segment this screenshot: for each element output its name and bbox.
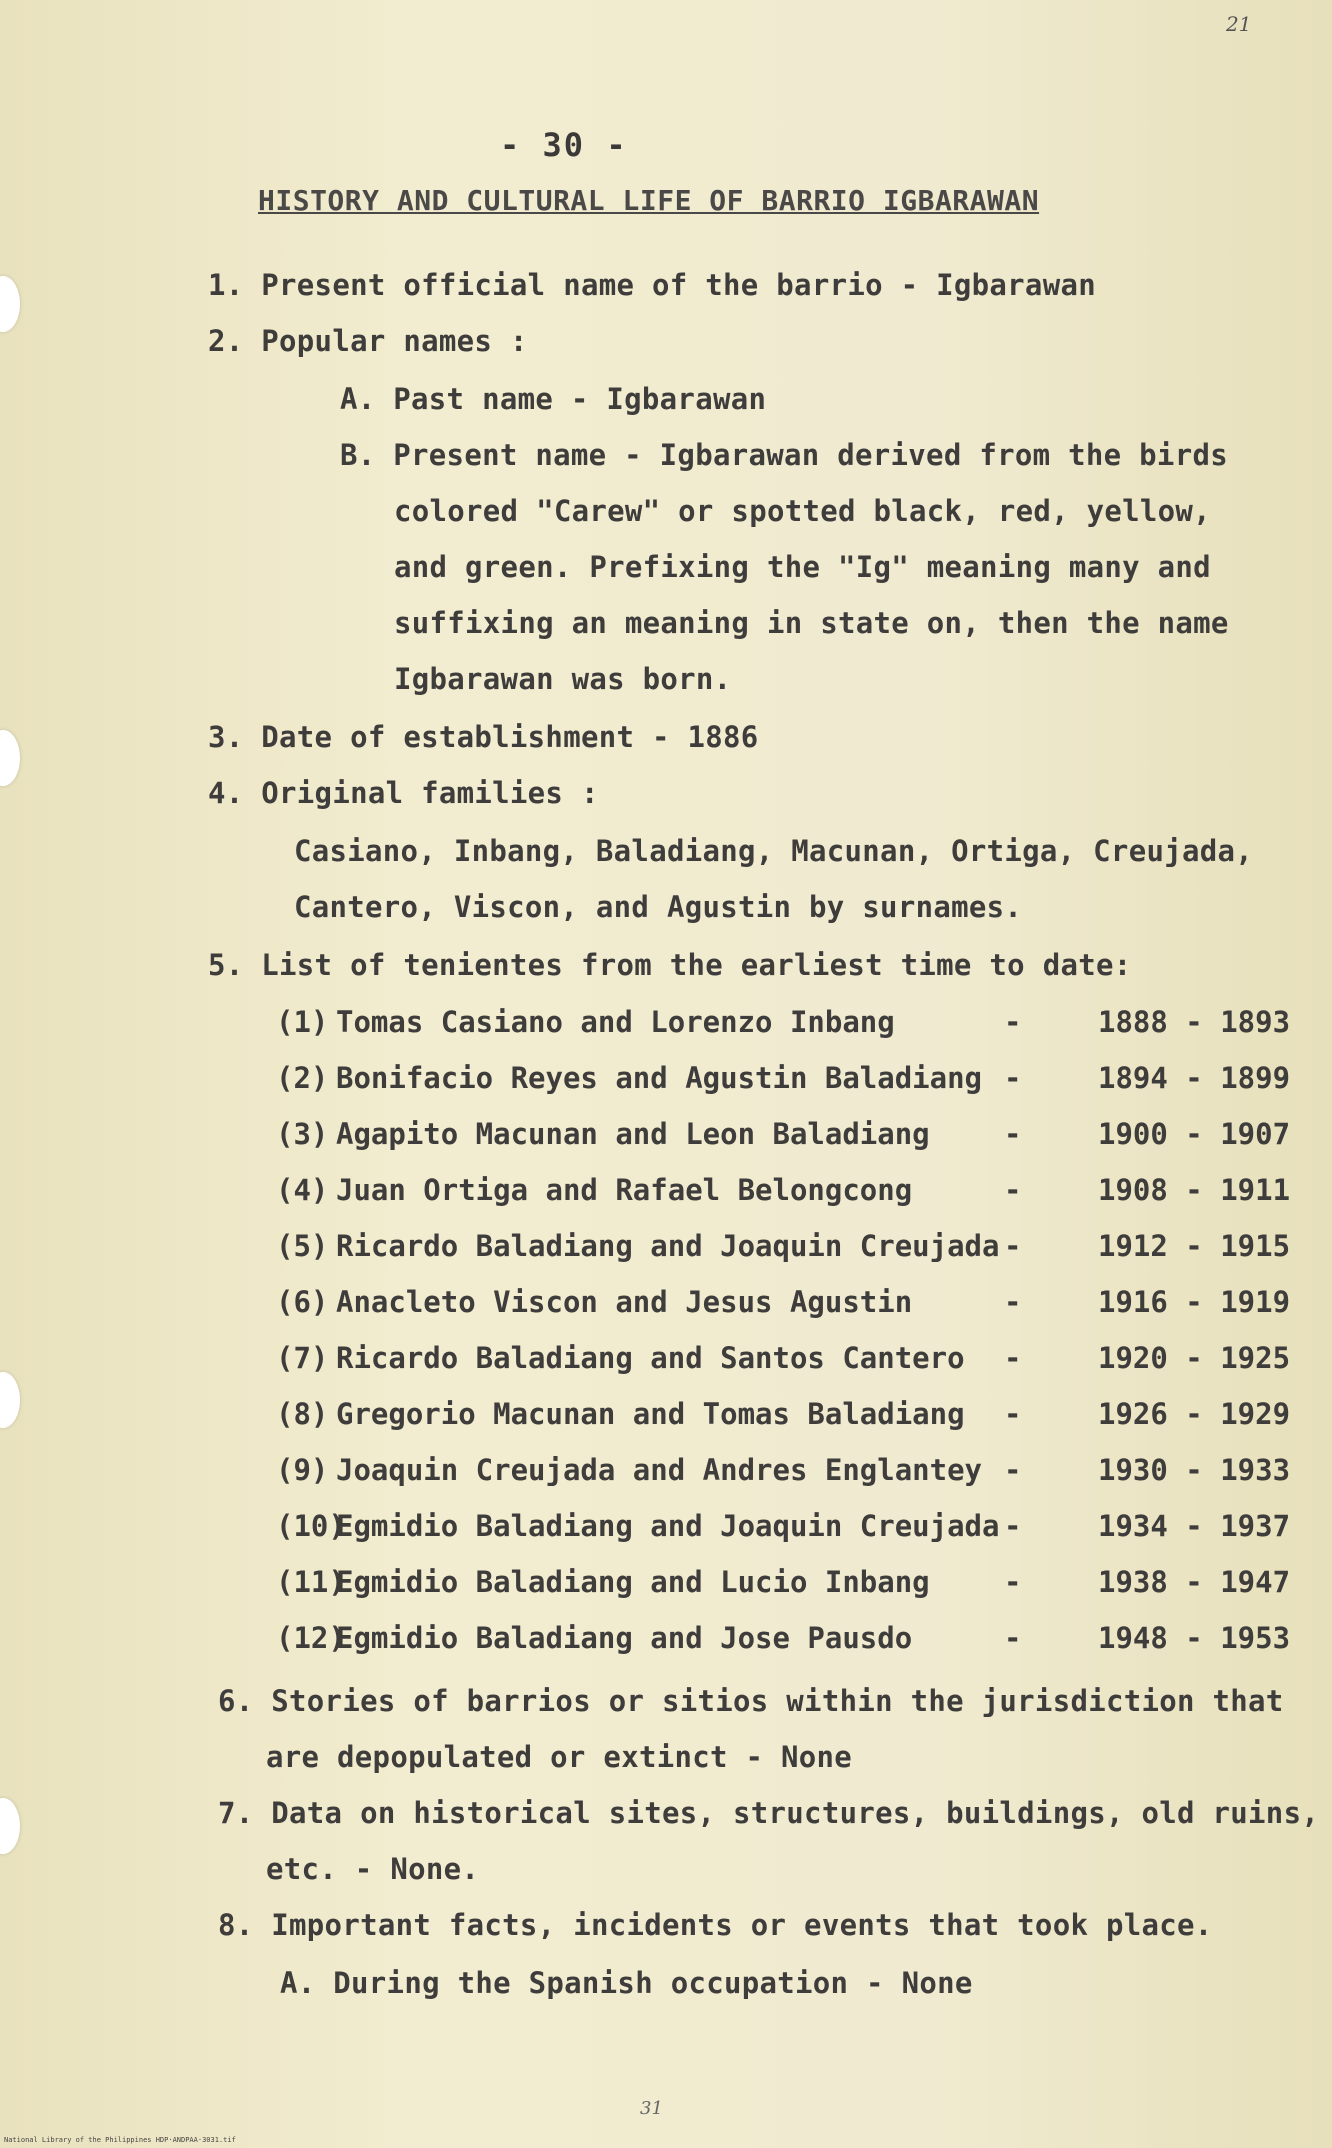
teniente-row (276, 1341, 1291, 1381)
teniente-years: 1920 - 1925 (1098, 1341, 1291, 1375)
teniente-names: Ricardo Baladiang and Joaquin Creujada (336, 1229, 1000, 1263)
teniente-number: (8) (276, 1397, 329, 1431)
teniente-dash: - (1004, 1117, 1022, 1151)
item-4: 4. Original families : (208, 776, 599, 810)
teniente-names: Juan Ortiga and Rafael Belongcong (336, 1173, 913, 1207)
teniente-names: Egmidio Baladiang and Lucio Inbang (336, 1565, 930, 1599)
item-8a: A. During the Spanish occupation - None (280, 1966, 973, 2000)
item-2b-line: colored "Carew" or spotted black, red, yellow, (394, 494, 1211, 528)
document-title: HISTORY AND CULTURAL LIFE OF BARRIO IGBARAWAN (258, 184, 1040, 217)
teniente-row (276, 1621, 1291, 1661)
teniente-number: (3) (276, 1117, 329, 1151)
teniente-number: (12) (276, 1621, 346, 1655)
teniente-dash: - (1004, 1621, 1022, 1655)
teniente-dash: - (1004, 1341, 1022, 1375)
teniente-dash: - (1004, 1229, 1022, 1263)
teniente-dash: - (1004, 1173, 1022, 1207)
scan-footer: National Library of the Philippines HDP·ANDPAA·3031.tif (4, 2136, 236, 2144)
item-4-line: Casiano, Inbang, Baladiang, Macunan, Ortiga, Creujada, (294, 834, 1254, 868)
teniente-dash: - (1004, 1285, 1022, 1319)
item-2b-line: B. Present name - Igbarawan derived from the birds (340, 438, 1228, 472)
item-1: 1. Present official name of the barrio - Igbarawan (208, 268, 1096, 302)
teniente-years: 1912 - 1915 (1098, 1229, 1291, 1263)
item-2b-line: suffixing an meaning in state on, then the name (394, 606, 1229, 640)
teniente-years: 1908 - 1911 (1098, 1173, 1291, 1207)
item-5: 5. List of tenientes from the earliest time to date: (208, 948, 1132, 982)
teniente-row (276, 1117, 1291, 1157)
item-3: 3. Date of establishment - 1886 (208, 720, 759, 754)
teniente-dash: - (1004, 1565, 1022, 1599)
teniente-years: 1916 - 1919 (1098, 1285, 1291, 1319)
item-2b-line: and green. Prefixing the "Ig" meaning many and (394, 550, 1211, 584)
item-7-line: 7. Data on historical sites, structures, buildings, old ruins, (218, 1796, 1320, 1830)
teniente-row (276, 1173, 1291, 1213)
item-2: 2. Popular names : (208, 324, 528, 358)
teniente-names: Tomas Casiano and Lorenzo Inbang (336, 1005, 895, 1039)
teniente-number: (11) (276, 1565, 346, 1599)
handwritten-bottom-number: 31 (640, 2098, 663, 2119)
item-7-line: etc. - None. (266, 1852, 480, 1886)
teniente-years: 1888 - 1893 (1098, 1005, 1291, 1039)
teniente-names: Anacleto Viscon and Jesus Agustin (336, 1285, 913, 1319)
punch-hole (0, 1372, 20, 1428)
item-2a: A. Past name - Igbarawan (340, 382, 767, 416)
teniente-number: (1) (276, 1005, 329, 1039)
teniente-row (276, 1285, 1291, 1325)
item-8: 8. Important facts, incidents or events that took place. (218, 1908, 1213, 1942)
teniente-names: Gregorio Macunan and Tomas Baladiang (336, 1397, 965, 1431)
teniente-number: (6) (276, 1285, 329, 1319)
teniente-years: 1930 - 1933 (1098, 1453, 1291, 1487)
item-6-line: 6. Stories of barrios or sitios within the jurisdiction that (218, 1684, 1284, 1718)
teniente-row (276, 1565, 1291, 1605)
teniente-number: (2) (276, 1061, 329, 1095)
teniente-row (276, 1509, 1291, 1549)
teniente-years: 1938 - 1947 (1098, 1565, 1291, 1599)
teniente-years: 1934 - 1937 (1098, 1509, 1291, 1543)
item-4-line: Cantero, Viscon, and Agustin by surnames. (294, 890, 1023, 924)
teniente-row (276, 1061, 1291, 1101)
punch-hole (0, 730, 20, 786)
item-2b-line: Igbarawan was born. (394, 662, 732, 696)
teniente-years: 1900 - 1907 (1098, 1117, 1291, 1151)
teniente-names: Joaquin Creujada and Andres Englantey (336, 1453, 983, 1487)
teniente-row (276, 1397, 1291, 1437)
teniente-names: Bonifacio Reyes and Agustin Baladiang (336, 1061, 983, 1095)
teniente-names: Agapito Macunan and Leon Baladiang (336, 1117, 930, 1151)
teniente-dash: - (1004, 1509, 1022, 1543)
teniente-years: 1948 - 1953 (1098, 1621, 1291, 1655)
teniente-row (276, 1229, 1291, 1269)
teniente-dash: - (1004, 1397, 1022, 1431)
item-6-line: are depopulated or extinct - None (266, 1740, 853, 1774)
teniente-row (276, 1453, 1291, 1493)
punch-hole (0, 1798, 20, 1854)
handwritten-page-number: 21 (1226, 12, 1252, 36)
teniente-dash: - (1004, 1005, 1022, 1039)
teniente-number: (4) (276, 1173, 329, 1207)
teniente-dash: - (1004, 1453, 1022, 1487)
teniente-number: (9) (276, 1453, 329, 1487)
teniente-names: Ricardo Baladiang and Santos Cantero (336, 1341, 965, 1375)
teniente-number: (7) (276, 1341, 329, 1375)
teniente-years: 1894 - 1899 (1098, 1061, 1291, 1095)
teniente-row (276, 1005, 1291, 1045)
teniente-names: Egmidio Baladiang and Jose Pausdo (336, 1621, 913, 1655)
teniente-years: 1926 - 1929 (1098, 1397, 1291, 1431)
teniente-number: (5) (276, 1229, 329, 1263)
page-number: - 30 - (500, 126, 628, 164)
teniente-dash: - (1004, 1061, 1022, 1095)
teniente-names: Egmidio Baladiang and Joaquin Creujada (336, 1509, 1000, 1543)
punch-hole (0, 276, 20, 332)
teniente-number: (10) (276, 1509, 346, 1543)
